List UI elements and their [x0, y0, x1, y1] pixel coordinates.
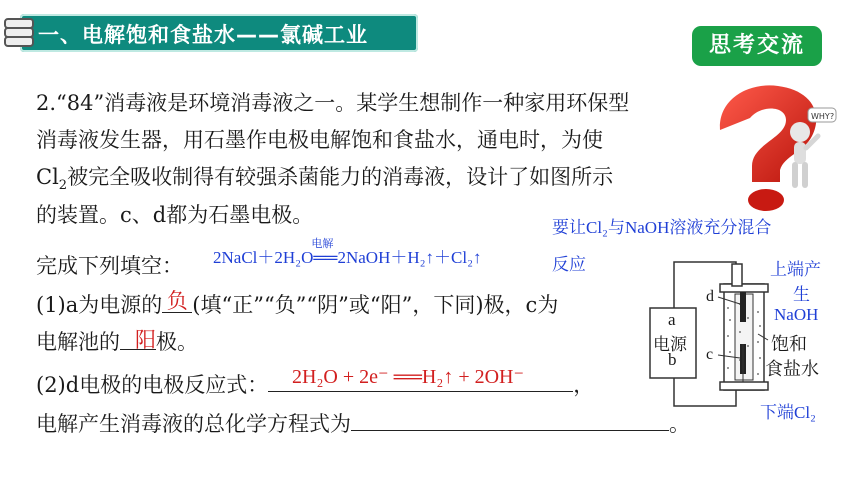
question-line-4: 的装置。c、d都为石墨电极。 — [36, 203, 314, 227]
question-2-line: (2)d电极的电极反应式： ， — [36, 373, 595, 397]
question-line-2: 消毒液发生器，用石墨作电极电解饱和食盐水，通电时，为使 — [36, 128, 603, 152]
question-line-3 — [36, 164, 613, 199]
answer-blank-1[interactable] — [162, 289, 192, 313]
answer-1: 负 — [166, 289, 188, 313]
equation-left: 2NaCl＋2H₂O — [213, 248, 314, 267]
question-3-line: 电解产生消毒液的总化学方程式为 。 — [36, 412, 690, 436]
answer-3: 2H₂O + 2e⁻ ══H₂↑ + 2OH⁻ — [292, 366, 525, 388]
top-end-label-2: 生 — [793, 285, 810, 304]
mix-note-2: 反应 — [552, 255, 586, 274]
equation-right: 2NaOH＋H₂↑＋Cl₂↑ — [337, 248, 482, 267]
electrolysis-equation — [213, 238, 482, 268]
top-end-label: 上端产 — [770, 260, 821, 279]
power-source-b: b — [668, 350, 677, 369]
binder-ring-icon — [4, 36, 34, 47]
solution-label-2: 食盐水 — [765, 359, 819, 379]
cl-subscript: 2 — [58, 178, 68, 194]
think-discuss-badge: 思考交流 — [692, 26, 822, 66]
power-source-a: a — [668, 310, 676, 329]
question-1-line-2: 电解池的 阳极。 — [36, 328, 198, 354]
answer-blank-4[interactable] — [351, 410, 669, 431]
mix-note: 要让Cl₂与NaOH溶液充分混合 — [552, 218, 772, 237]
fill-in-title: 完成下列填空： — [36, 254, 183, 278]
answer-2: 阳 — [135, 328, 156, 352]
section-title: 一、电解饱和食盐水——氯碱工业 — [38, 23, 368, 47]
power-source-label: 电源 — [653, 335, 687, 354]
electrode-d-label: d — [706, 288, 714, 305]
top-end-label-3: NaOH — [774, 305, 819, 324]
question-line-1: 2.“84”消毒液是环境消毒液之一。某学生想制作一种家用环保型 — [36, 91, 630, 115]
electrode-c-label: c — [706, 346, 714, 363]
solution-label: 饱和 — [771, 334, 807, 354]
equation-condition: 电解 — [311, 238, 334, 250]
bottom-end-label: 下端Cl₂ — [760, 403, 816, 422]
question-mark-figure-icon — [700, 78, 840, 213]
answer-blank-2[interactable] — [120, 329, 156, 350]
question-1-line: (1)a为电源的 负 (填“正”“负”“阴”或“阳”，下同)极，c为 — [36, 289, 559, 317]
svg-text:WHY?: WHY? — [811, 112, 835, 121]
question-line-3-text: 被完全吸收制得有较强杀菌能力的消毒液，设计了如图所示 — [67, 165, 614, 189]
cl-formula: Cl — [36, 165, 59, 189]
equation-arrow: ══ — [313, 248, 338, 267]
